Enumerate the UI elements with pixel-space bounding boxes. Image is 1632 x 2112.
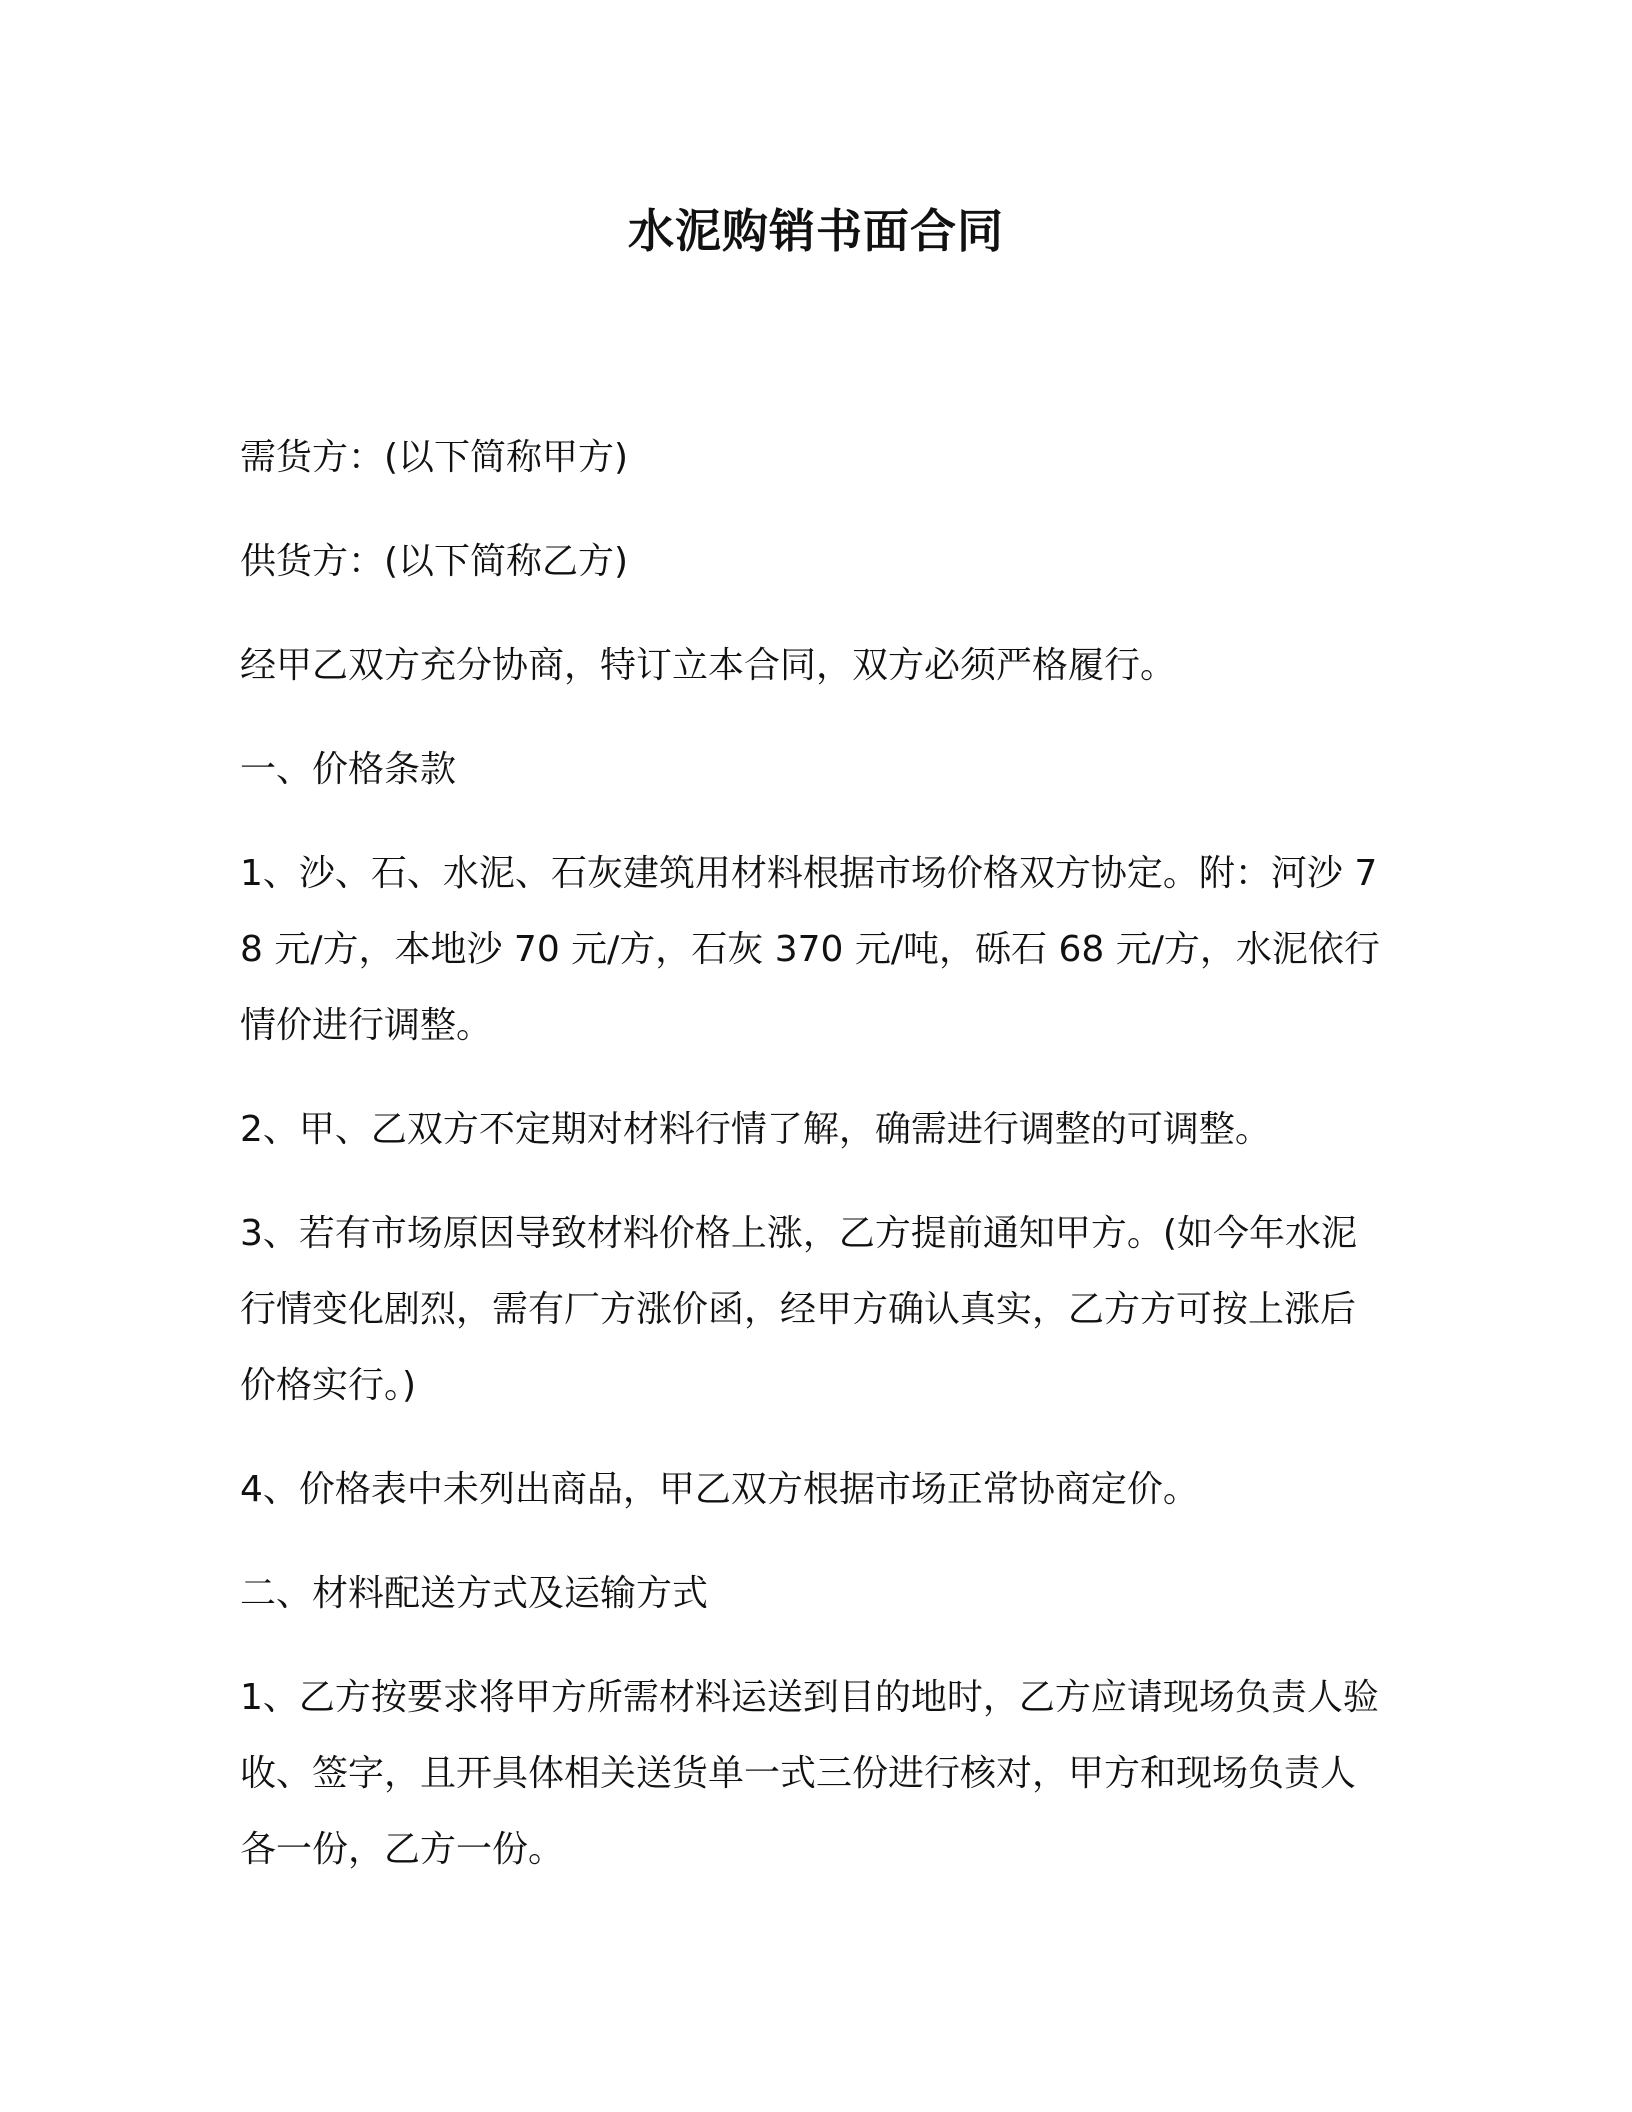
supplier-line: 供货方：(以下简称乙方) [240, 541, 629, 582]
buyer-line: 需货方：(以下简称甲方) [240, 437, 629, 478]
price-clause-2: 2、甲、乙双方不定期对材料行情了解，确需进行调整的可调整。 [240, 1109, 1271, 1150]
document-body [240, 420, 1390, 1916]
intro-paragraph: 经甲乙双方充分协商，特订立本合同，双方必须严格履行。 [240, 645, 1177, 686]
delivery-clause-1: 1、乙方按要求将甲方所需材料运送到目的地时，乙方应请现场负责人验收、签字，且开具体相关送货单一式三份进行核对，甲方和现场负责人各一份，乙方一份。 [240, 1677, 1379, 1870]
section-heading-price: 一、价格条款 [240, 749, 457, 790]
document-title: 水泥购销书面合同 [628, 204, 1004, 258]
price-clause-4: 4、价格表中未列出商品，甲乙双方根据市场正常协商定价。 [240, 1469, 1199, 1510]
price-clause-1: 1、沙、石、水泥、石灰建筑用材料根据市场价格双方协定。附：河沙 78 元/方，本地沙 70 元/方，石灰 370 元/吨，砾石 68 元/方，水泥依行情价进行调整。 [240, 853, 1380, 1046]
price-clause-3: 3、若有市场原因导致材料价格上涨，乙方提前通知甲方。(如今年水泥行情变化剧烈，需有厂方涨价函，经甲方确认真实，乙方方可按上涨后价格实行。) [240, 1213, 1357, 1406]
section-heading-delivery: 二、材料配送方式及运输方式 [240, 1573, 709, 1614]
